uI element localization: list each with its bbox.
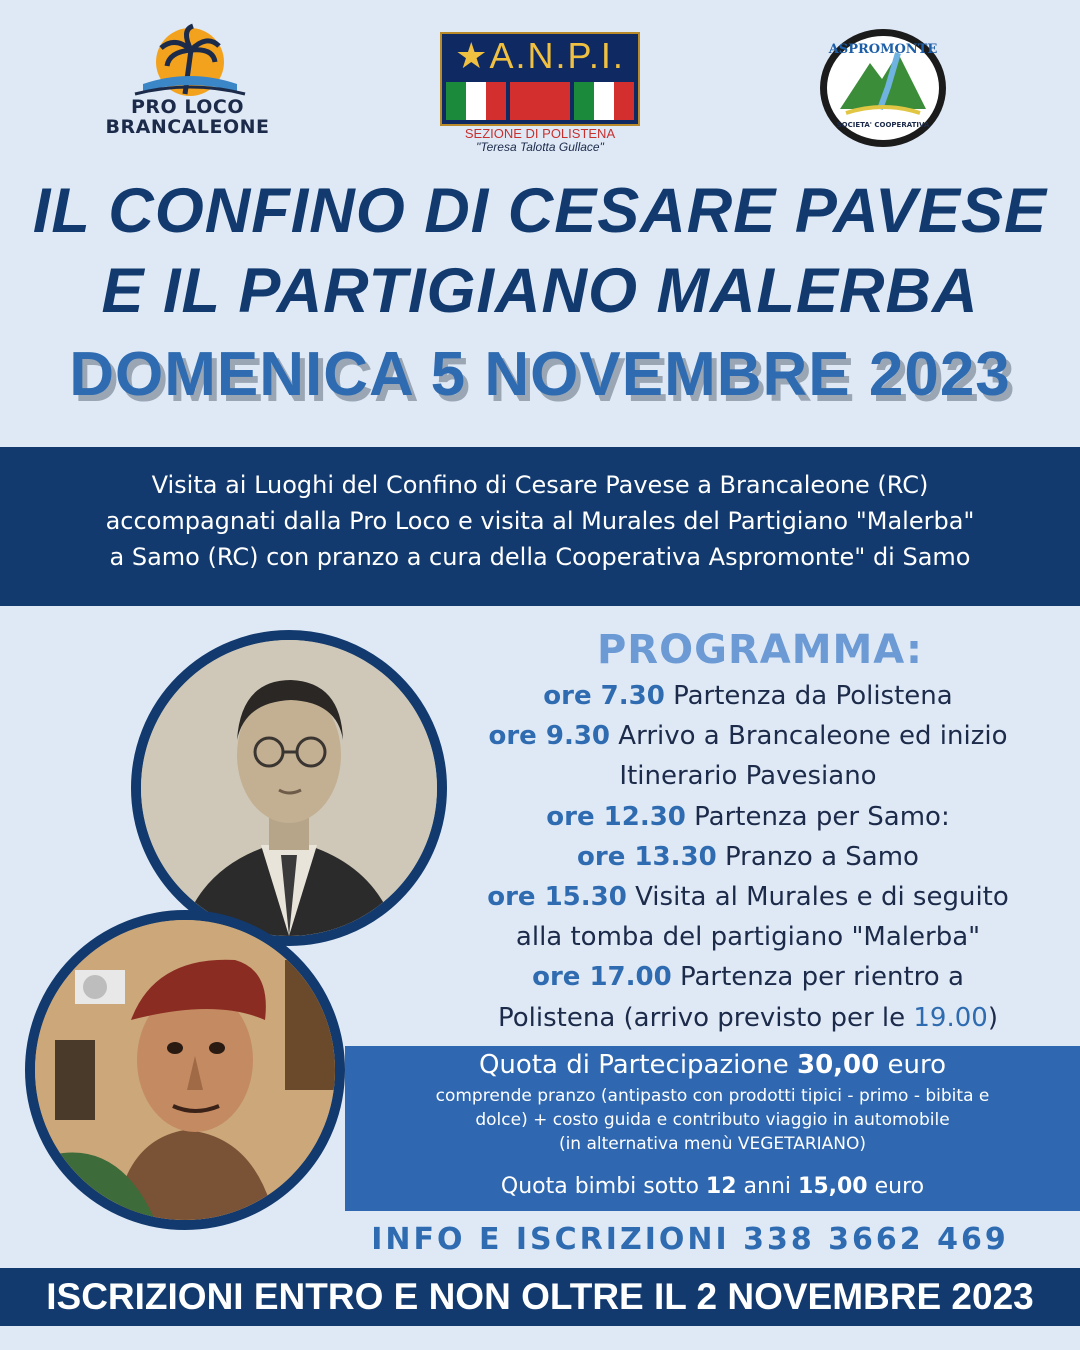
proloco-line1: PRO LOCO xyxy=(131,96,244,118)
price-currency: euro xyxy=(887,1050,947,1080)
intro-line-1: Visita ai Luoghi del Confino di Cesare Pavese a Brancaleone (RC) xyxy=(151,471,929,499)
italian-flag-icon xyxy=(446,82,506,120)
program-text: Partenza da Polistena xyxy=(673,681,953,711)
program-item xyxy=(440,676,1056,716)
title-line-1: IL CONFINO DI CESARE PAVESE xyxy=(32,176,1048,246)
kids-label: Quota bimbi sotto xyxy=(500,1174,699,1199)
event-date: DOMENICA 5 NOVEMBRE 2023 xyxy=(69,340,1011,409)
program-text: Arrivo a Brancaleone ed inizio xyxy=(618,721,1008,752)
price-details xyxy=(355,1084,1070,1156)
program-text: Polistena (arrivo previsto per le xyxy=(498,1002,906,1033)
program-item-cont xyxy=(440,998,1056,1038)
intro-band xyxy=(0,447,1080,606)
star-icon: ★ xyxy=(455,35,490,76)
mountain-badge-icon xyxy=(818,27,948,149)
program-text: Pranzo a Samo xyxy=(724,841,919,872)
program-heading: PROGRAMMA: xyxy=(596,627,923,673)
deadline-text: ISCRIZIONI ENTRO E NON OLTRE IL 2 NOVEMBRE 2023 xyxy=(46,1276,1034,1317)
info-phone[interactable]: 338 3662 469 xyxy=(743,1222,1009,1257)
palm-sun-icon xyxy=(95,22,280,102)
program-time: ore 9.30 xyxy=(488,721,611,752)
program-item xyxy=(440,837,1056,877)
arrival-time: 19.00 xyxy=(913,1002,988,1033)
program-item-cont xyxy=(440,917,1056,957)
program-item xyxy=(440,957,1056,997)
intro-line-2: accompagnati dalla Pro Loco e visita al Murales del Partigiano "Malerba" xyxy=(105,507,975,535)
italian-flag-icon xyxy=(574,82,634,120)
program-time: ore 17.00 xyxy=(532,962,672,993)
price-details-2: dolce) + costo guida e contributo viaggio in automobile xyxy=(475,1110,950,1130)
anpi-title: A.N.P.I. xyxy=(489,35,625,76)
program-text: Visita al Murales e di seguito xyxy=(635,882,1009,913)
kids-age: 12 xyxy=(705,1174,737,1199)
aspromonte-logo xyxy=(818,27,948,149)
anpi-logo xyxy=(440,32,640,157)
proloco-line2: BRANCALEONE xyxy=(105,116,270,138)
red-banner-icon xyxy=(510,82,570,120)
program-list xyxy=(440,676,1056,1038)
program-text: Partenza per rientro a xyxy=(679,962,964,993)
program-time: ore 13.30 xyxy=(577,841,717,872)
title-line-2: E IL PARTIGIANO MALERBA xyxy=(101,256,979,326)
proloco-logo xyxy=(95,22,280,152)
kids-currency: euro xyxy=(874,1174,925,1199)
program-item xyxy=(440,716,1056,756)
aspromonte-sub: SOCIETA' COOPERATIVA xyxy=(836,121,930,129)
program-time: ore 15.30 xyxy=(487,882,627,913)
program-time: ore 7.30 xyxy=(543,681,665,711)
kids-age-unit: anni xyxy=(743,1174,792,1199)
program-time: ore 12.30 xyxy=(546,801,686,832)
kids-price xyxy=(345,1172,1080,1202)
program-text: Partenza per Samo: xyxy=(694,801,950,832)
info-line xyxy=(330,1220,1050,1260)
price-label: Quota di Partecipazione xyxy=(478,1050,789,1080)
program-item xyxy=(440,797,1056,837)
info-label: INFO E ISCRIZIONI xyxy=(371,1222,730,1257)
price-details-3: (in alternativa menù VEGETARIANO) xyxy=(558,1134,867,1154)
intro-line-3: a Samo (RC) con pranzo a cura della Cooperativa Aspromonte" di Samo xyxy=(109,543,971,571)
portrait-photo xyxy=(131,630,447,946)
program-text-close: ) xyxy=(987,1002,998,1033)
aspromonte-name: ASPROMONTE xyxy=(828,42,938,57)
program-item xyxy=(440,877,1056,917)
kids-amount: 15,00 xyxy=(798,1174,868,1199)
anpi-section: SEZIONE DI POLISTENA xyxy=(464,126,616,141)
price-amount: 30,00 xyxy=(797,1050,880,1080)
price-details-1: comprende pranzo (antipasto con prodotti tipici - primo - bibita e xyxy=(435,1086,990,1106)
mural-photo xyxy=(25,910,345,1230)
price-box xyxy=(345,1046,1080,1211)
program-item-cont xyxy=(440,756,1056,796)
program-text: Itinerario Pavesiano xyxy=(619,761,877,792)
program-text: alla tomba del partigiano "Malerba" xyxy=(515,922,981,953)
price-main xyxy=(345,1048,1080,1082)
deadline-band xyxy=(0,1268,1080,1326)
anpi-name: "Teresa Talotta Gullace" xyxy=(476,140,604,154)
